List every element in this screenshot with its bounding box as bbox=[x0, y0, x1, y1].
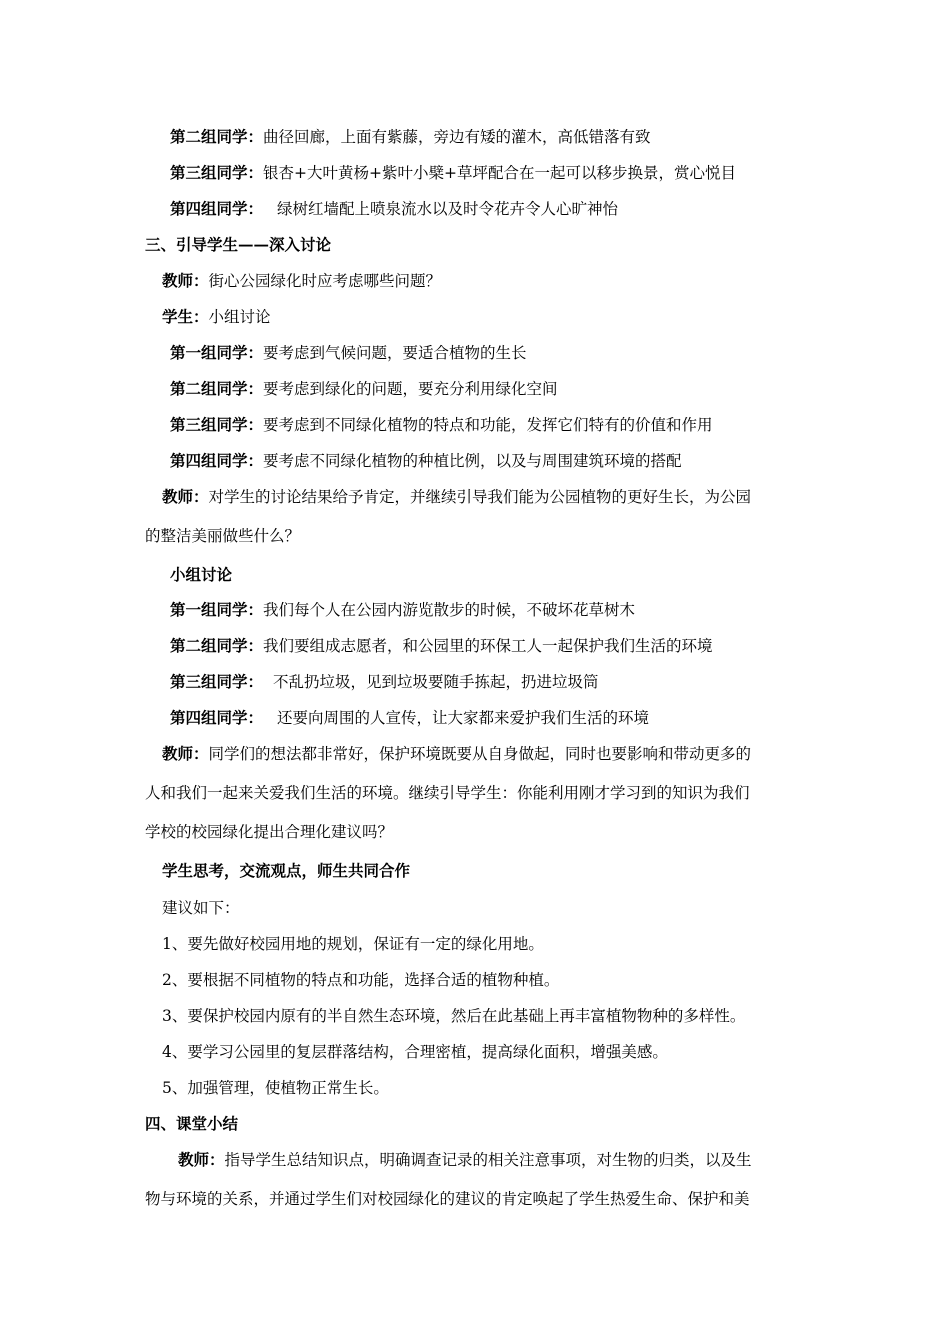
paragraph bbox=[170, 451, 682, 471]
speaker-label: 第二组同学： bbox=[170, 379, 264, 398]
suggestion-item: 3、要保护校园内原有的半自然生态环境，然后在此基础上再丰富植物物种的多样性。 bbox=[162, 1007, 746, 1025]
paragraph-text: 绿树红墙配上喷泉流水以及时令花卉令人心旷神怡 bbox=[277, 200, 619, 218]
suggestion-item: 4、要学习公园里的复层群落结构，合理密植，提高绿化面积，增强美感。 bbox=[162, 1043, 668, 1061]
paragraph bbox=[162, 487, 751, 507]
suggestion-item: 1、要先做好校园用地的规划，保证有一定的绿化用地。 bbox=[162, 935, 544, 953]
paragraph bbox=[162, 271, 441, 291]
speaker-label: 学生： bbox=[162, 307, 209, 326]
speaker-label: 第三组同学： bbox=[170, 672, 264, 691]
section-heading: 四、课堂小结 bbox=[145, 1114, 239, 1133]
speaker-label: 第三组同学： bbox=[170, 415, 264, 434]
paragraph-text: 曲径回廊，上面有紫藤，旁边有矮的灌木，高低错落有致 bbox=[263, 128, 651, 146]
paragraph-text: 要考虑到不同绿化植物的特点和功能，发挥它们特有的价值和作用 bbox=[263, 416, 713, 434]
paragraph-continuation: 人和我们一起来关爱我们生活的环境。继续引导学生：你能利用刚才学习到的知识为我们 bbox=[145, 784, 750, 802]
speaker-label: 第四组同学： bbox=[170, 708, 264, 727]
paragraph-text: 指导学生总结知识点，明确调查记录的相关注意事项，对生物的归类，以及生 bbox=[224, 1151, 752, 1169]
paragraph bbox=[170, 343, 527, 363]
subheading: 学生思考，交流观点，师生共同合作 bbox=[162, 861, 411, 880]
paragraph-text: 我们每个人在公园内游览散步的时候，不破坏花草树木 bbox=[263, 601, 636, 619]
paragraph bbox=[162, 307, 271, 327]
paragraph-text: 要考虑到气候问题，要适合植物的生长 bbox=[263, 344, 527, 362]
paragraph-text: 街心公园绿化时应考虑哪些问题？ bbox=[208, 272, 442, 290]
paragraph-text: 还要向周围的人宣传，让大家都来爱护我们生活的环境 bbox=[277, 709, 650, 727]
speaker-label: 教师： bbox=[162, 744, 209, 763]
paragraph-text: 要考虑到绿化的问题，要充分利用绿化空间 bbox=[263, 380, 558, 398]
suggestion-item: 5、加强管理，使植物正常生长。 bbox=[162, 1079, 389, 1097]
paragraph-text: 不乱扔垃圾，见到垃圾要随手拣起，扔进垃圾筒 bbox=[273, 673, 599, 691]
speaker-label: 第一组同学： bbox=[170, 600, 264, 619]
paragraph bbox=[170, 379, 558, 399]
paragraph bbox=[178, 1150, 752, 1170]
paragraph-text: 银杏+大叶黄杨+紫叶小檗+草坪配合在一起可以移步换景，赏心悦目 bbox=[263, 164, 736, 182]
paragraph-text: 同学们的想法都非常好，保护环境既要从自身做起，同时也要影响和带动更多的 bbox=[208, 745, 752, 763]
paragraph-continuation: 学校的校园绿化提出合理化建议吗？ bbox=[145, 823, 394, 841]
speaker-label: 第二组同学： bbox=[170, 127, 264, 146]
section-heading: 三、引导学生——深入讨论 bbox=[145, 235, 332, 254]
speaker-label: 教师： bbox=[162, 487, 209, 506]
speaker-label: 第三组同学： bbox=[170, 163, 264, 182]
paragraph bbox=[170, 636, 713, 656]
speaker-label: 教师： bbox=[178, 1150, 225, 1169]
subheading: 小组讨论 bbox=[170, 565, 233, 584]
speaker-label: 第一组同学： bbox=[170, 343, 264, 362]
speaker-label: 第二组同学： bbox=[170, 636, 264, 655]
paragraph-continuation: 的整洁美丽做些什么？ bbox=[145, 527, 301, 545]
paragraph-text: 小组讨论 bbox=[208, 308, 271, 326]
paragraph bbox=[170, 600, 635, 620]
paragraph-text: 要考虑不同绿化植物的种植比例，以及与周围建筑环境的搭配 bbox=[263, 452, 682, 470]
paragraph bbox=[170, 199, 618, 219]
paragraph-text: 对学生的讨论结果给予肯定，并继续引导我们能为公园植物的更好生长，为公园 bbox=[208, 488, 752, 506]
paragraph-continuation: 物与环境的关系，并通过学生们对校园绿化的建议的肯定唤起了学生热爱生命、保护和美 bbox=[145, 1190, 750, 1208]
paragraph: 建议如下： bbox=[162, 899, 240, 917]
paragraph bbox=[170, 127, 651, 147]
paragraph bbox=[170, 163, 736, 183]
speaker-label: 第四组同学： bbox=[170, 199, 264, 218]
paragraph bbox=[170, 672, 599, 692]
speaker-label: 教师： bbox=[162, 271, 209, 290]
paragraph bbox=[170, 708, 649, 728]
speaker-label: 第四组同学： bbox=[170, 451, 264, 470]
suggestion-item: 2、要根据不同植物的特点和功能，选择合适的植物种植。 bbox=[162, 971, 560, 989]
paragraph bbox=[170, 415, 713, 435]
paragraph bbox=[162, 744, 751, 764]
paragraph-text: 我们要组成志愿者，和公园里的环保工人一起保护我们生活的环境 bbox=[263, 637, 713, 655]
